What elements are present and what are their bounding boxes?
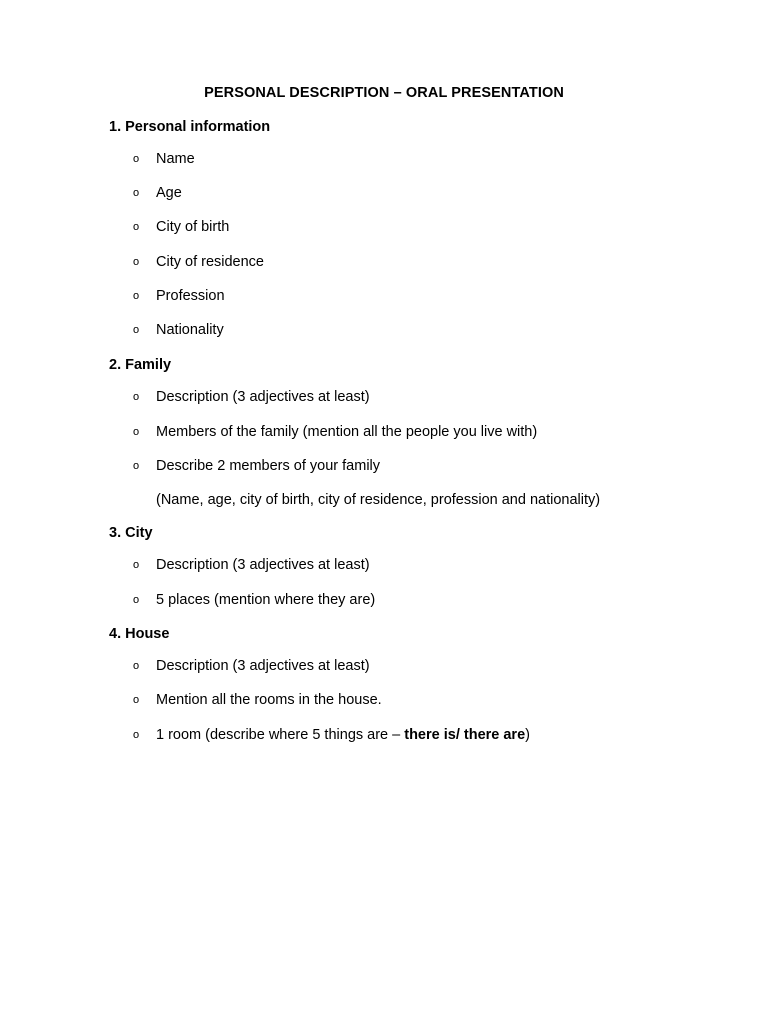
list-item	[133, 557, 370, 573]
list-item-text: Mention all the rooms in the house.	[156, 692, 382, 708]
list-item-text: Name	[156, 151, 195, 167]
document-title: PERSONAL DESCRIPTION – ORAL PRESENTATION	[204, 85, 564, 101]
list-item	[133, 389, 370, 405]
list-item-text: Description (3 adjectives at least)	[156, 389, 370, 405]
bullet-icon: o	[133, 153, 140, 165]
list-item	[133, 424, 537, 440]
bullet-icon: o	[133, 221, 140, 233]
list-item	[133, 219, 229, 235]
list-item-text: Description (3 adjectives at least)	[156, 658, 370, 674]
list-item-text: 5 places (mention where they are)	[156, 592, 376, 608]
bullet-icon: o	[133, 660, 140, 672]
list-item-text: Age	[156, 185, 182, 201]
list-item	[133, 322, 224, 338]
list-item	[133, 592, 375, 608]
list-item-text: 1 room (describe where 5 things are –	[156, 727, 405, 743]
bullet-icon: o	[133, 391, 140, 403]
list-item-bold-text: there is/ there are	[404, 727, 526, 743]
list-item	[133, 151, 195, 167]
bullet-icon: o	[133, 290, 140, 302]
list-item-text: City of residence	[156, 254, 264, 270]
list-item	[133, 727, 530, 743]
list-item	[133, 288, 225, 304]
list-item-text: Nationality	[156, 322, 224, 338]
bullet-icon: o	[133, 324, 140, 336]
family-note: (Name, age, city of birth, city of residence, profession and nationality)	[156, 492, 601, 508]
list-item	[133, 658, 370, 674]
bullet-icon: o	[133, 256, 140, 268]
bullet-icon: o	[133, 594, 140, 606]
list-item-text: Members of the family (mention all the people you live with)	[156, 424, 538, 440]
section-heading-house: 4. House	[109, 626, 170, 642]
bullet-icon: o	[133, 460, 140, 472]
section-heading-family: 2. Family	[109, 357, 172, 373]
section-heading-city: 3. City	[109, 525, 153, 541]
list-item-text: Profession	[156, 288, 225, 304]
list-item	[133, 692, 382, 708]
list-item	[133, 254, 264, 270]
list-item-text: City of birth	[156, 219, 230, 235]
bullet-icon: o	[133, 426, 140, 438]
list-item	[133, 458, 380, 474]
bullet-icon: o	[133, 729, 140, 741]
section-heading-personal-information: 1. Personal information	[109, 119, 271, 135]
list-item-text-end: )	[525, 727, 530, 743]
list-item	[133, 185, 182, 201]
bullet-icon: o	[133, 559, 140, 571]
list-item-text: Description (3 adjectives at least)	[156, 557, 370, 573]
bullet-icon: o	[133, 694, 140, 706]
list-item-text: Describe 2 members of your family	[156, 458, 381, 474]
bullet-icon: o	[133, 187, 140, 199]
